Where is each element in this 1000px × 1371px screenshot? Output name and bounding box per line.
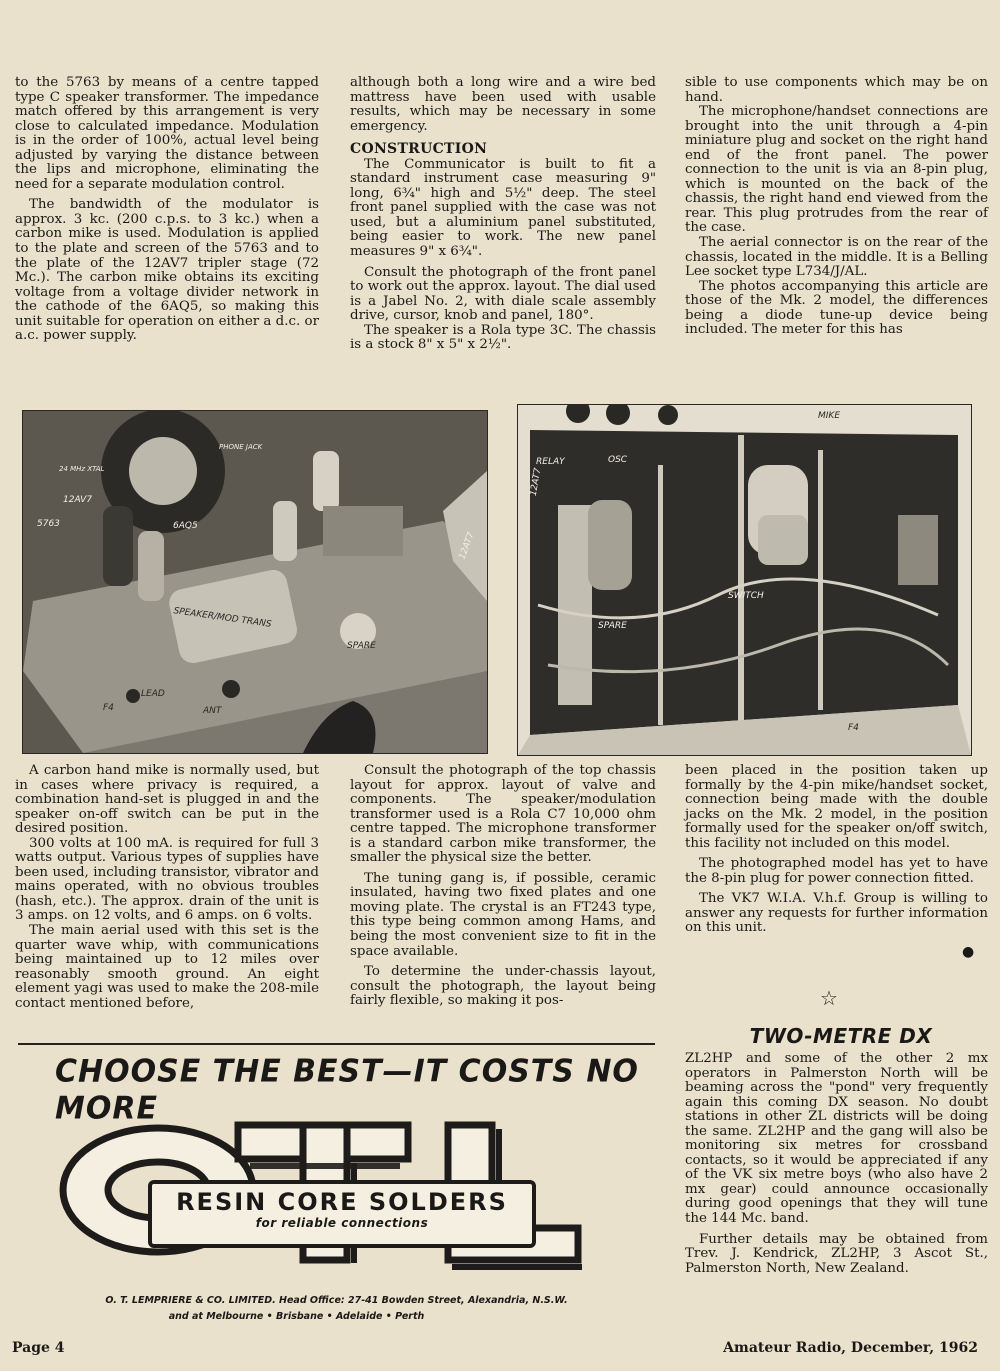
photo-label: 12AV7 <box>63 495 93 505</box>
photo-label: SPEAKER/MOD TRANS <box>172 606 273 630</box>
photo-label: 12AT7 <box>457 531 477 561</box>
paragraph: ZL2HP and some of the other 2 mx operators in Palmerston North will be beaming across the "pond" very frequently again this coming DX season. No doubt stations in other ZL districts will be doing the same. ZL2HP and the gang will also be monitoring six metres for crossband contacts, so it would be appreciated if any of the VK six metre boys (who also have 2 mx gear) could announce occasionally during good openings that they will tune the 144 Mc. band. <box>685 1051 988 1227</box>
photo-label: SPARE <box>347 641 376 651</box>
photo-label: PHONE JACK <box>219 443 263 451</box>
column-2-bottom <box>350 764 656 1009</box>
solder-advertisement <box>18 1043 655 1331</box>
paragraph: The photographed model has yet to have the 8-pin plug for power connection fitted. <box>685 856 988 886</box>
chassis-illustration <box>23 411 487 753</box>
paragraph: The aerial connector is on the rear of the chassis, located in the middle. It is a Belling Lee socket type L734/J/AL. <box>685 235 988 280</box>
photo-label: 24 MHz XTAL <box>59 465 105 473</box>
paragraph: The photos accompanying this article are those of the Mk. 2 model, the differences being a diode tune-up device being included. The meter for this has <box>685 278 988 338</box>
ad-product: RESIN CORE SOLDERS <box>176 1188 508 1216</box>
publication-line: Amateur Radio, December, 1962 <box>723 1340 978 1356</box>
photo-label: 12AT7 <box>528 467 544 497</box>
ad-tagline: for reliable connections <box>255 1216 429 1230</box>
paragraph: The tuning gang is, if possible, ceramic insulated, having two fixed plates and one moving plate. The crystal is an FT243 type, this type being common among Hams, and being the most convenient size to fit in the space available. <box>350 870 656 959</box>
paragraph: Consult the photograph of the top chassis layout for approx. layout of valve and components. The speaker/modulation transformer used is a Rola C7 10,000 ohm centre tapped. The microphone transformer is a standard carbon mike transformer, the smaller the physical size the better. <box>350 763 656 866</box>
photo-label: ANT <box>203 706 222 716</box>
paragraph: The speaker is a Rola type 3C. The chassis is a stock 8" x 5" x 2½". <box>350 322 656 353</box>
under-chassis-photo <box>517 404 972 756</box>
page-number: Page 4 <box>12 1340 65 1356</box>
paragraph: A carbon hand mike is normally used, but in cases where privacy is required, a combination hand-set is plugged in and the speaker on-off switch can be put in the desired position. <box>15 763 319 837</box>
section-heading: CONSTRUCTION <box>350 141 488 158</box>
photo-label: 5763 <box>37 519 60 529</box>
paragraph: To determine the under-chassis layout, consult the photograph, the layout being fairly flexible, so making it pos- <box>350 964 656 1009</box>
paragraph: been placed in the position taken up formally by the 4-pin mike/handset socket, connection being made with the double jacks on the Mk. 2 model, in the position formally used for the speaker on/off switch, this facility not included on this model. <box>685 763 988 851</box>
paragraph: to the 5763 by means of a centre tapped type C speaker transformer. The impedance match offered by this arrangement is very close to calculated impedance. Modulation is in the order of 100%, actual level being adjusted by varying the distance between the lips and microphone, eliminating the need for a separate modulation control. <box>15 75 319 192</box>
end-of-article-mark: ● <box>962 944 975 960</box>
paragraph: The microphone/handset connections are brought into the unit through a 4-pin miniature plug and socket on the right hand end of the front panel. The power connection to the unit is via an 8-pin plug, which is mounted on the back of the chassis, the right hand end viewed from the rear. This plug protrudes from the rear of the case. <box>685 104 988 236</box>
paragraph: The main aerial used with this set is the quarter wave whip, with communications being maintained up to 12 miles over reasonably smooth ground. An eight element yagi was used to make the 208-mile contact mentioned before, <box>15 923 319 1011</box>
column-3-bottom <box>685 764 988 936</box>
photo-label: SPARE <box>598 621 627 631</box>
sidebar-body <box>685 1052 988 1276</box>
paragraph: The Communicator is built to fit a standard instrument case measuring 9" long, 6¾" high and 5½" deep. The steel front panel supplied with the case was not used, but a aluminium panel substituted, being easier to work. The new panel measures 9" x 6¾". <box>350 156 656 260</box>
paragraph: although both a long wire and a wire bed mattress have been used with usable results, which may be necessary in some emergency. <box>350 75 656 134</box>
paragraph: The VK7 W.I.A. V.h.f. Group is willing to answer any requests for further information on this unit. <box>685 891 988 936</box>
column-2-top <box>350 76 656 353</box>
paragraph: Consult the photograph of the front panel to work out the approx. layout. The dial used is a Jabel No. 2, with diale scale assembly drive, cursor, knob and panel, 180°. <box>350 264 656 324</box>
top-chassis-photo <box>22 410 488 754</box>
ad-product-banner <box>148 1180 536 1248</box>
ad-headline: CHOOSE THE BEST—IT COSTS NO MORE <box>55 1053 639 1127</box>
photo-label: OSC <box>608 455 628 465</box>
photo-label: SWITCH <box>728 591 764 601</box>
paragraph: 300 volts at 100 mA. is required for full 3 watts output. Various types of supplies have been used, including transistor, vibrator and mains operated, with no obvious troubles (hash, etc.). The approx. drain of the unit is 3 amps. on 12 volts, and 6 amps. on 6 volts. <box>15 835 319 924</box>
chassis-illustration <box>518 405 971 755</box>
photo-label: F4 <box>103 703 114 713</box>
photo-label: RELAY <box>536 457 565 467</box>
paragraph: The bandwidth of the modulator is approx. 3 kc. (200 c.p.s. to 3 kc.) when a carbon mike is used. Modulation is applied to the plate and screen of the 5763 and to the plate of the 12AV7 tripler stage (72 Mc.). The carbon mike obtains its exciting voltage from a voltage divider network in the cathode of the 6AQ5, so making this unit suitable for operation on either a d.c. or a.c. power supply. <box>15 197 319 344</box>
photo-label: LEAD <box>141 689 165 699</box>
photo-label: MIKE <box>818 411 841 421</box>
column-3-top <box>685 76 988 338</box>
sidebar-title: TWO-METRE DX <box>749 1024 933 1048</box>
ad-branches: and at Melbourne • Brisbane • Adelaide • Perth <box>168 1311 425 1322</box>
column-1-bottom <box>15 764 319 1011</box>
paragraph: sible to use components which may be on hand. <box>685 75 988 105</box>
star-separator: ☆ <box>820 986 838 1010</box>
ad-company: O. T. LEMPRIERE & CO. LIMITED. Head Office: 27-41 Bowden Street, Alexandria, N.S.W. <box>105 1295 568 1306</box>
photo-label: F4 <box>848 723 859 733</box>
column-1-top <box>15 76 319 344</box>
paragraph: Further details may be obtained from Trev. J. Kendrick, ZL2HP, 3 Ascot St., Palmerston North, New Zealand. <box>685 1231 988 1276</box>
photo-label: 6AQ5 <box>173 521 198 531</box>
